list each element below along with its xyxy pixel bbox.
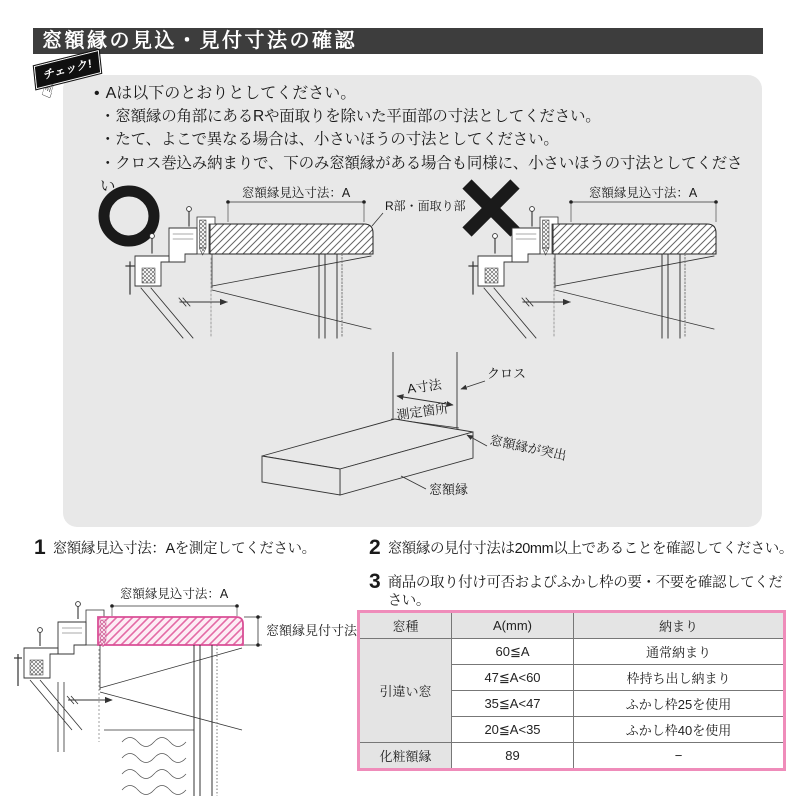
window-type-sliding: 引違い窓	[359, 639, 452, 743]
a-range-cell: 35≦A<47	[452, 691, 574, 717]
step-3-number: 3	[369, 570, 381, 593]
table-row	[359, 639, 785, 665]
instruction-bullets	[94, 82, 754, 199]
bullet-main	[94, 82, 754, 105]
step-1-text: 窓額縁見込寸法：Aを測定してください。	[52, 541, 316, 557]
table-header-row	[359, 612, 785, 639]
cross-section-ok	[126, 185, 373, 338]
fit-cell: 通常納まり	[574, 639, 785, 665]
step-3	[369, 571, 794, 610]
check-badge-label: チェック!	[34, 50, 102, 89]
col-header-fit: 納まり	[574, 612, 785, 639]
a-range-cell: 89	[452, 743, 574, 770]
fit-cell: −	[574, 743, 785, 770]
fit-cell: ふかし枠40を使用	[574, 717, 785, 743]
step-2	[369, 537, 794, 558]
bullet-sub-2: ・たて、よこで異なる場合は、小さいほうの寸法としてください。	[100, 131, 559, 149]
page-title: 窓額縁の見込・見付寸法の確認	[33, 28, 763, 54]
col-header-window-type: 窓種	[359, 612, 452, 639]
a-range-cell: 60≦A	[452, 639, 574, 665]
a-range-cell: 20≦A<35	[452, 717, 574, 743]
step-1	[34, 537, 379, 558]
col-header-a-mm: A(mm)	[452, 612, 574, 639]
iso-a-label: A寸法	[406, 376, 443, 397]
ng-dim-label: 窓額縁見込寸法：A	[588, 186, 698, 200]
bullet-main-text: Aは以下のとおりとしてください。	[105, 85, 357, 102]
iso-diagram	[262, 352, 568, 497]
a-range-cell: 47≦A<60	[452, 665, 574, 691]
step1-face-label: 窓額縁見付寸法	[266, 623, 358, 638]
window-type-decorative: 化粧額縁	[359, 743, 452, 770]
step1-diagram	[0, 582, 360, 800]
ok-dim-label: 窓額縁見込寸法：A	[241, 186, 351, 200]
bullet-dot: •	[94, 85, 100, 102]
iso-measure-label: 測定箇所	[395, 400, 450, 423]
panel-diagrams	[63, 172, 763, 527]
iso-protrude-label: 窓額縁が突出	[488, 432, 568, 464]
check-badge	[34, 58, 112, 120]
cross-section-ng	[469, 185, 718, 338]
corner-r-label: R部・面取り部	[385, 199, 466, 213]
pointing-hand-icon: ☝	[38, 78, 57, 104]
iso-frame-label: 窓額縁	[429, 482, 469, 497]
step1-dim-label: 窓額縁見込寸法：A	[119, 587, 229, 601]
bullet-sub-1: ・窓額縁の角部にあるRや面取りを除いた平面部の寸法としてください。	[100, 108, 601, 125]
bullet-sub-3: ・クロス巻込み納まりで、下のみ窓額縁がある場合も同様に、小さいほうの寸法としてください。	[100, 154, 743, 196]
fit-cell: 枠持ち出し納まり	[574, 665, 785, 691]
table-row	[359, 743, 785, 770]
iso-cloth-label: クロス	[487, 366, 527, 381]
fit-spec-table	[357, 610, 786, 771]
step-2-number: 2	[369, 536, 381, 559]
frame-highlight	[98, 617, 243, 645]
step-3-text: 商品の取り付け可否およびふかし枠の要・不要を確認してください。	[387, 575, 783, 609]
step-1-number: 1	[34, 536, 46, 559]
step-2-text: 窓額縁の見付寸法は20mm以上であることを確認してください。	[387, 541, 793, 557]
fit-cell: ふかし枠25を使用	[574, 691, 785, 717]
